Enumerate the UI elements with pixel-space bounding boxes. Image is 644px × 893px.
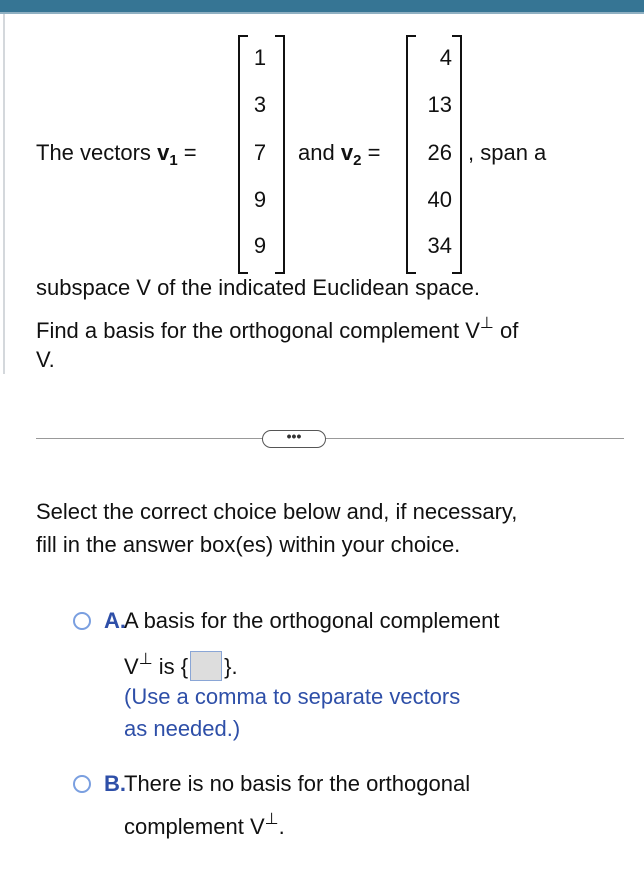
choice-a-radio[interactable]: [73, 612, 91, 630]
instructions-line1: Select the correct choice below and, if necessary,: [36, 499, 518, 524]
v2-bracket-right: [452, 35, 462, 274]
v1-entry: 7: [253, 140, 267, 165]
v2-entry: 34: [427, 233, 452, 258]
span-text: , span a: [468, 140, 547, 165]
top-bar: [0, 0, 644, 14]
choice-a-hint1: (Use a comma to separate vectors: [124, 684, 461, 709]
instructions-line2: fill in the answer box(es) within your choice.: [36, 532, 461, 557]
v2-entry: 4: [439, 45, 452, 70]
choice-a-answer-line: V⊥ is { }.: [124, 651, 238, 679]
v2-entry: 40: [427, 187, 452, 212]
question-line4: V.: [36, 347, 55, 372]
question-intro: The vectors $v_1$ =: [36, 140, 197, 169]
divider: [36, 438, 624, 439]
choice-b-text2: complement V⊥.: [124, 811, 285, 839]
and-v2-label: and $v_2$ =: [298, 140, 381, 169]
choice-a-letter: A.: [104, 608, 126, 633]
v2-entry: 13: [427, 92, 452, 117]
show-more-button[interactable]: •••: [262, 430, 326, 448]
answer-input-box[interactable]: [190, 651, 222, 681]
v1-entry: 9: [253, 233, 267, 258]
choice-b-radio[interactable]: [73, 775, 91, 793]
v1-entry: 1: [253, 45, 267, 70]
question-line2: subspace V of the indicated Euclidean space.: [36, 275, 480, 300]
choice-a-hint2: as needed.): [124, 716, 241, 741]
choice-a-text: A basis for the orthogonal complement: [124, 608, 500, 633]
choice-b-text: There is no basis for the orthogonal: [124, 771, 471, 796]
question-line3: Find a basis for the orthogonal complement V⊥ of: [36, 315, 519, 343]
left-border: [3, 14, 5, 374]
v1-entry: 9: [253, 187, 267, 212]
choice-b-letter: B.: [104, 771, 126, 796]
v1-entry: 3: [253, 92, 267, 117]
v2-entry: 26: [427, 140, 452, 165]
